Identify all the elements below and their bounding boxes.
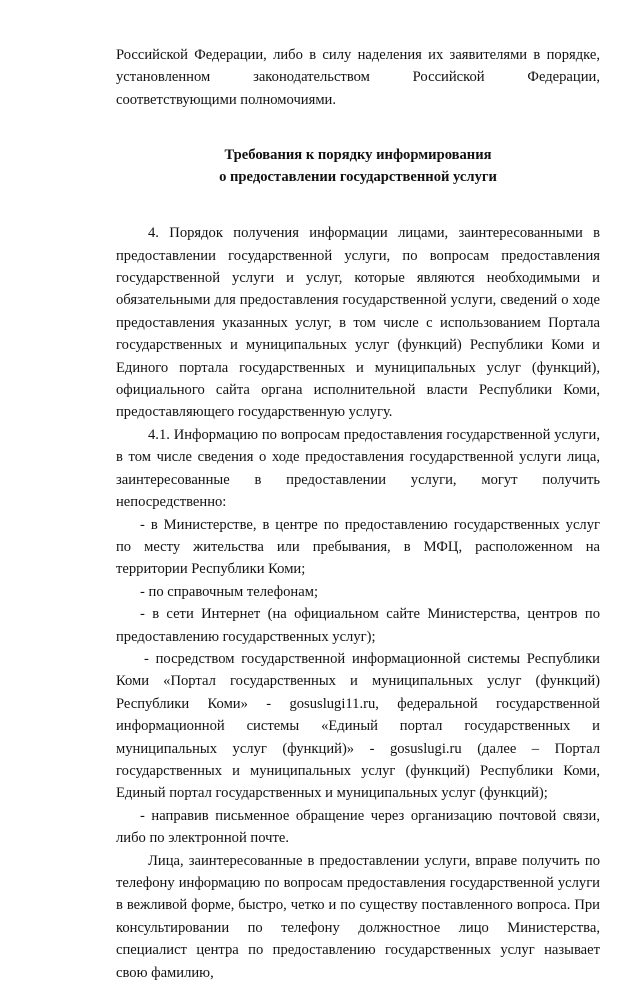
section-heading bbox=[116, 144, 600, 188]
section-heading-line-2: о предоставлении государственной услуги bbox=[219, 169, 497, 186]
list-item-portal: - посредством государственной информационной системы Республики Коми «Портал государственных и муниципальных услуг (функций) Республики Коми» - gosuslugi11.ru, федеральной государственной информационной системы «Единый портал государственных и муниципальных услуг (функций)» - gosuslugi.ru (далее – Портал государственных и муниципальных услуг (функций) Республики Коми, Единый портал государственных и муниципальных услуг (функций); bbox=[116, 650, 600, 802]
list-item-phone: - по справочным телефонам; bbox=[140, 583, 318, 600]
paragraph-4: 4. Порядок получения информации лицами, заинтересованными в предоставлении государственной услуги, по вопросам предоставления государственной услуги и услуг, которые являются необходимыми и обязательными для предоставления государственной услуги, сведений о ходе предоставления указанных услуг, в том числе с использованием Портала государственных и муниципальных услуг (функций) Республики Коми и Единого портала государственных и муниципальных услуг (функций), официального сайта органа исполнительной власти Республики Коми, предоставляющего государственную услугу. bbox=[116, 225, 600, 421]
paragraph-4-1: 4.1. Информацию по вопросам предоставления государственной услуги, в том числе сведения о ходе предоставления государственной услуги лица, заинтересованные в предоставлении услуги, могут получить непосредственно: bbox=[116, 426, 600, 511]
intro-paragraph: Российской Федерации, либо в силу наделения их заявителями в порядке, установленном законодательством Российской Федерации, соответствующими полномочиями. bbox=[116, 47, 600, 108]
section-heading-line-1: Требования к порядку информирования bbox=[224, 147, 492, 164]
paragraph-consulting: Лица, заинтересованные в предоставлении услуги, вправе получить по телефону информацию по вопросам предоставления государственной услуги в вежливой форме, быстро, четко и по существу поставленного вопроса. При консультировании по телефону должностное лицо Министерства, специалист центра по предоставлению государственных услуг называет свою фамилию, bbox=[116, 852, 600, 981]
list-item-ministry: - в Министерстве, в центре по предоставлению государственных услуг по месту жительства или пребывания, в МФЦ, расположенном на территории Республики Коми; bbox=[116, 516, 600, 578]
list-item-internet: - в сети Интернет (на официальном сайте Министерства, центров по предоставлению государственных услуг); bbox=[116, 606, 600, 645]
list-item-mail: - направив письменное обращение через организацию почтовой связи, либо по электронной почте. bbox=[116, 807, 600, 847]
document-page bbox=[116, 44, 600, 984]
